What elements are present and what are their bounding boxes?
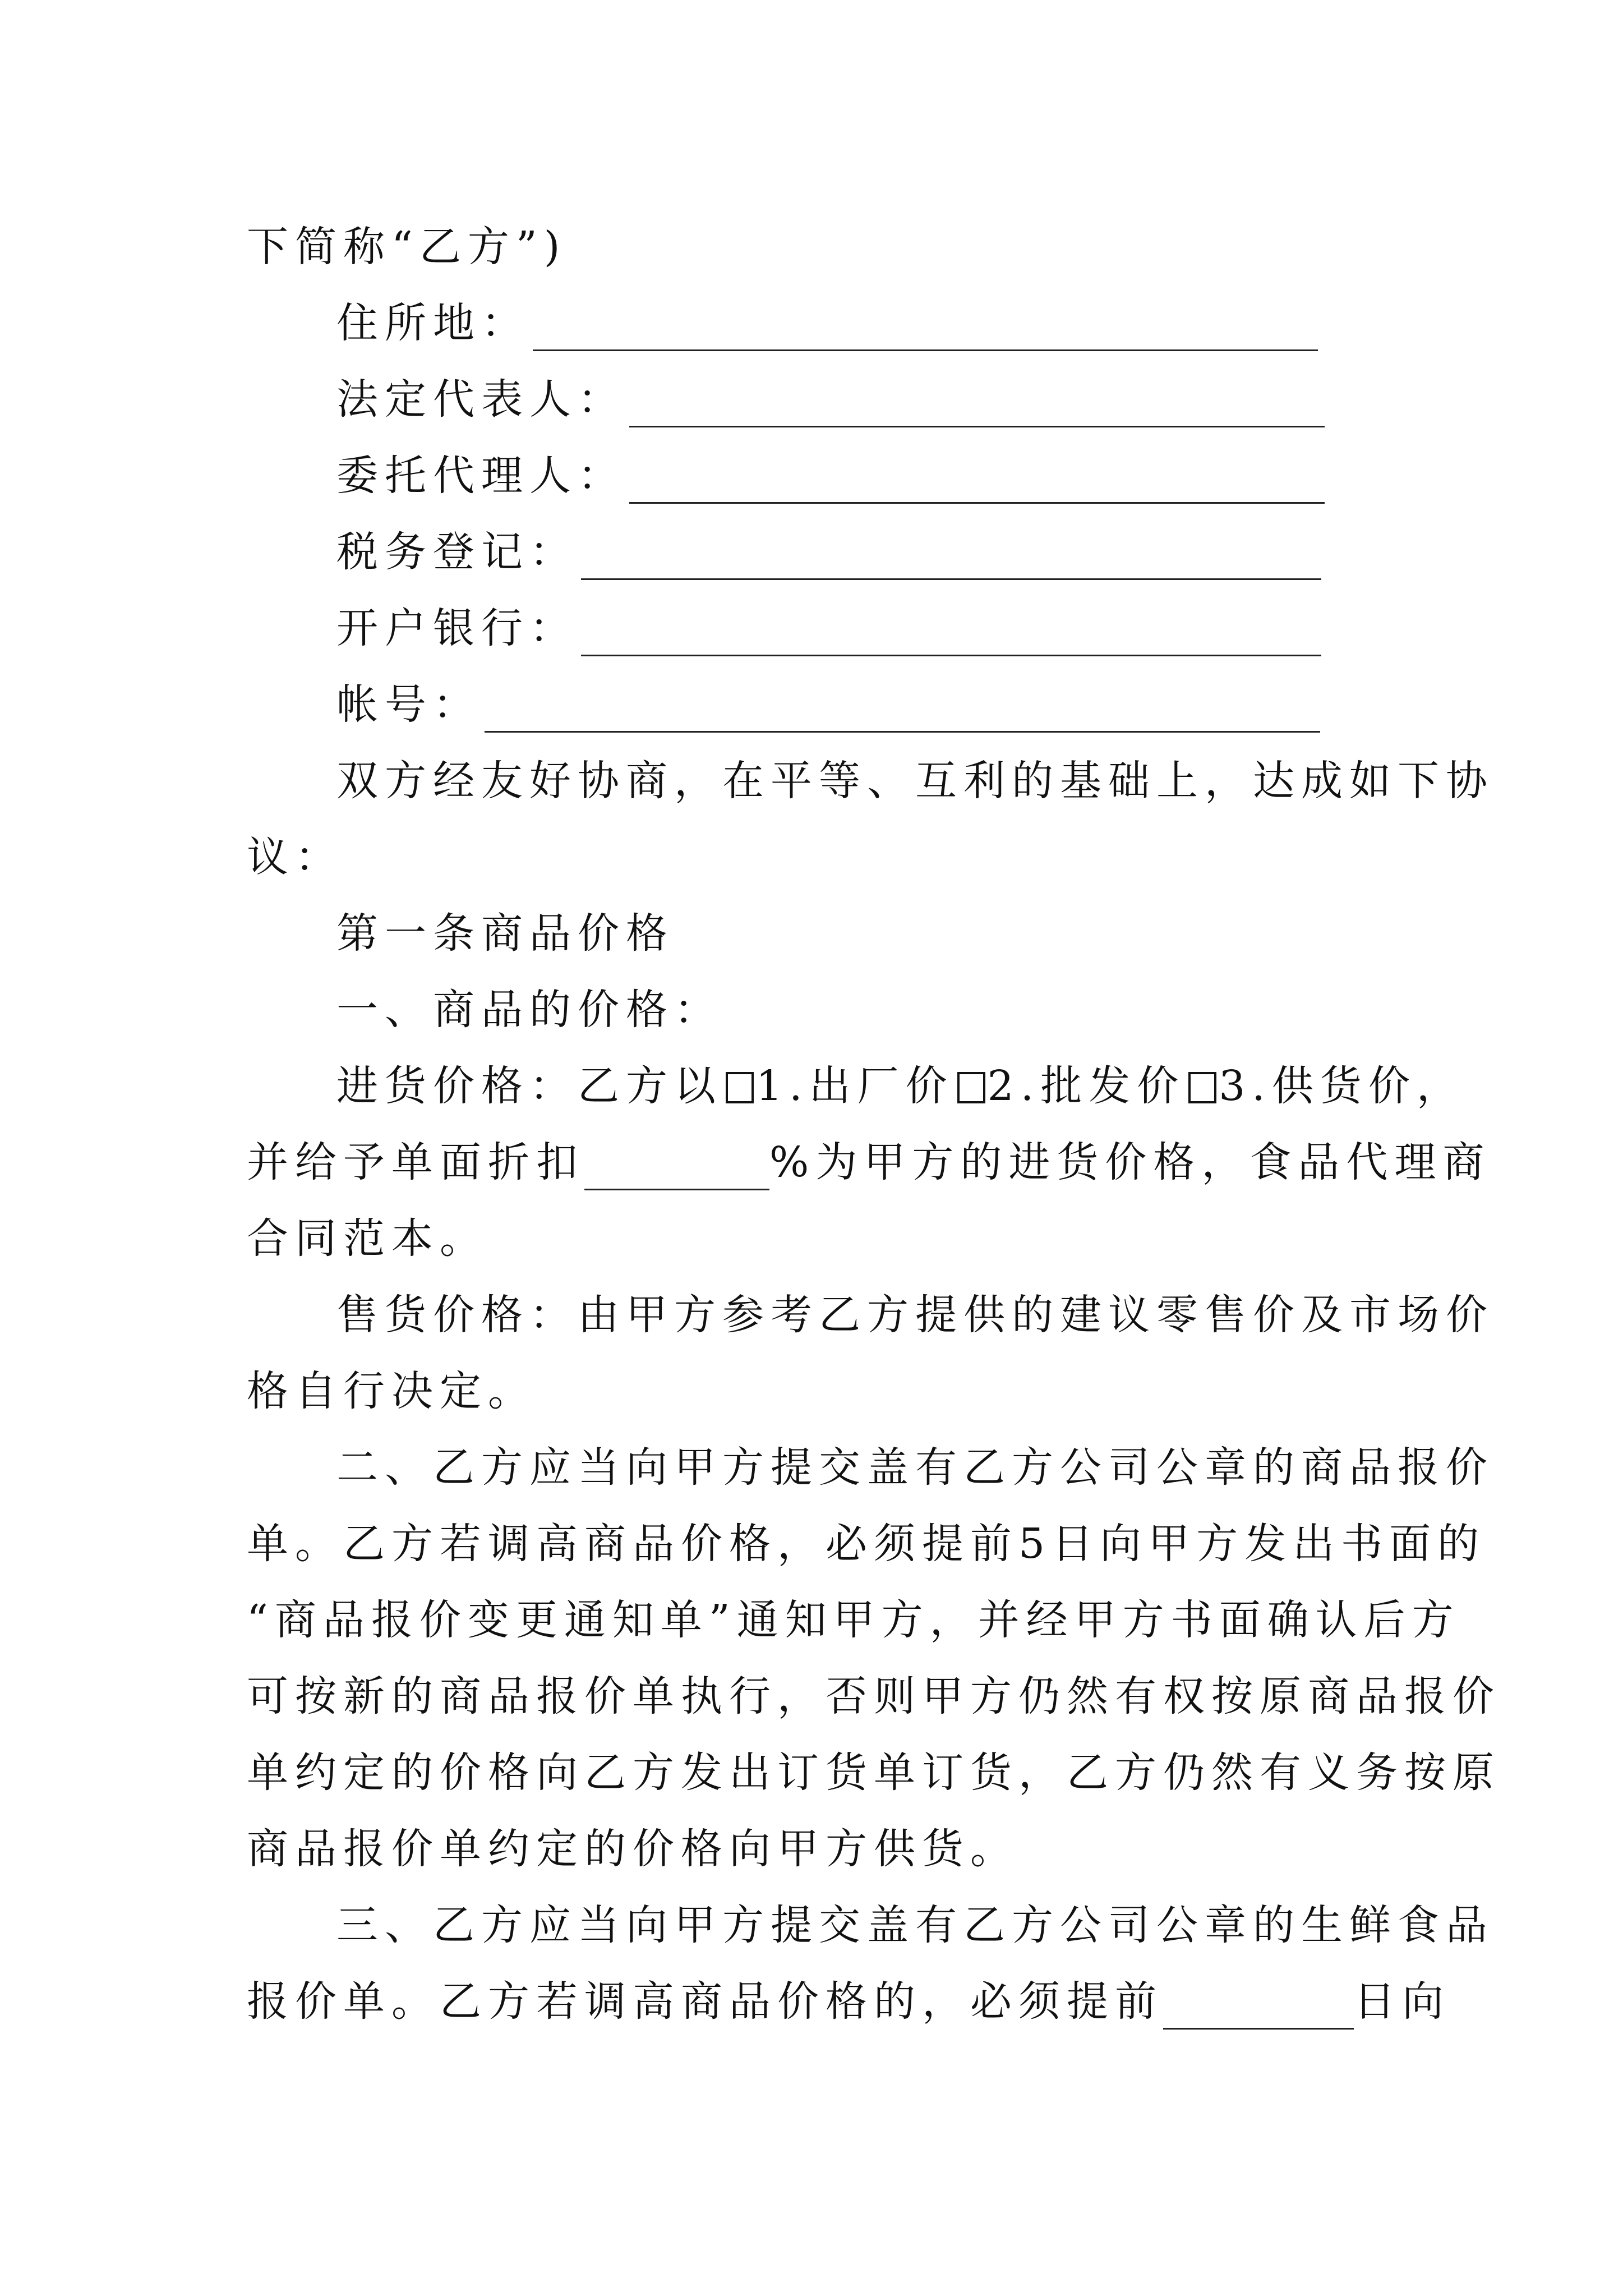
article-one-heading: 第一条商品价格	[336, 909, 674, 958]
field-agent-label: 委托代理人：	[336, 452, 626, 500]
field-bank	[336, 600, 1321, 656]
discount-suffix: %为甲方的进货价格，食品代理商	[769, 1138, 1491, 1186]
checkbox-wholesale-price[interactable]	[957, 1072, 985, 1103]
field-legal-representative	[336, 371, 1325, 427]
option-wholesale-price: 2.批发价	[987, 1062, 1186, 1110]
field-agent-value[interactable]	[629, 462, 1325, 504]
field-agent	[336, 448, 1325, 504]
purchase-price-line	[336, 1058, 1465, 1114]
checkbox-supply-price[interactable]	[1188, 1072, 1216, 1103]
field-address-value[interactable]	[533, 309, 1318, 351]
field-account	[336, 677, 1320, 733]
field-legal-representative-value[interactable]	[629, 385, 1325, 427]
field-tax-registration-value[interactable]	[581, 538, 1321, 580]
field-bank-value[interactable]	[581, 614, 1321, 656]
selling-price-line1: 售货价格：由甲方参考乙方提供的建议零售价及市场价	[336, 1291, 1494, 1339]
agreement-intro-line1: 双方经友好协商，在平等、互利的基础上，达成如下协	[336, 757, 1494, 805]
checkbox-factory-price[interactable]	[726, 1072, 754, 1103]
field-bank-label: 开户银行：	[336, 604, 578, 652]
agreement-intro-line2: 议：	[247, 833, 343, 881]
section-two-line5: 单约定的价格向乙方发出订货单订货，乙方仍然有义务按原	[247, 1749, 1501, 1797]
section-two-line3: “商品报价变更通知单”通知甲方，并经甲方书面确认后方	[247, 1596, 1460, 1644]
field-tax-registration	[336, 524, 1321, 580]
discount-blank[interactable]	[584, 1148, 769, 1190]
discount-line	[247, 1134, 1491, 1190]
field-account-value[interactable]	[485, 691, 1320, 733]
section-three-line1: 三、乙方应当向甲方提交盖有乙方公司公章的生鲜食品	[336, 1901, 1494, 1949]
section-three-suffix: 日向	[1354, 1977, 1450, 2026]
section-three-prefix: 报价单。乙方若调高商品价格的，必须提前	[247, 1977, 1163, 2026]
party-b-intro: 下简称“乙方”)	[247, 223, 567, 271]
section-three-line2	[247, 1973, 1450, 2030]
notice-days-blank[interactable]	[1163, 1987, 1354, 2030]
field-legal-representative-label: 法定代表人：	[336, 375, 626, 424]
section-two-line1: 二、乙方应当向甲方提交盖有乙方公司公章的商品报价	[336, 1443, 1494, 1492]
option-factory-price: 1.出厂价	[756, 1062, 954, 1110]
discount-prefix: 并给予单面折扣	[247, 1138, 584, 1186]
option-supply-price: 3.供货价，	[1219, 1062, 1465, 1110]
field-address-label: 住所地：	[336, 299, 529, 347]
field-tax-registration-label: 税务登记：	[336, 528, 578, 576]
selling-price-line2: 格自行决定。	[247, 1367, 536, 1415]
section-two-line4: 可按新的商品报价单执行，否则甲方仍然有权按原商品报价	[247, 1672, 1501, 1720]
section-one-heading: 一、商品的价格：	[336, 986, 722, 1034]
section-two-line2: 单。乙方若调高商品价格，必须提前5日向甲方发出书面的	[247, 1520, 1486, 1568]
section-two-line6: 商品报价单约定的价格向甲方供货。	[247, 1825, 1018, 1873]
field-address	[336, 295, 1318, 351]
field-account-label: 帐号：	[336, 680, 481, 729]
contract-template-line: 合同范本。	[247, 1214, 488, 1263]
purchase-price-prefix: 进货价格：乙方以	[336, 1062, 722, 1110]
